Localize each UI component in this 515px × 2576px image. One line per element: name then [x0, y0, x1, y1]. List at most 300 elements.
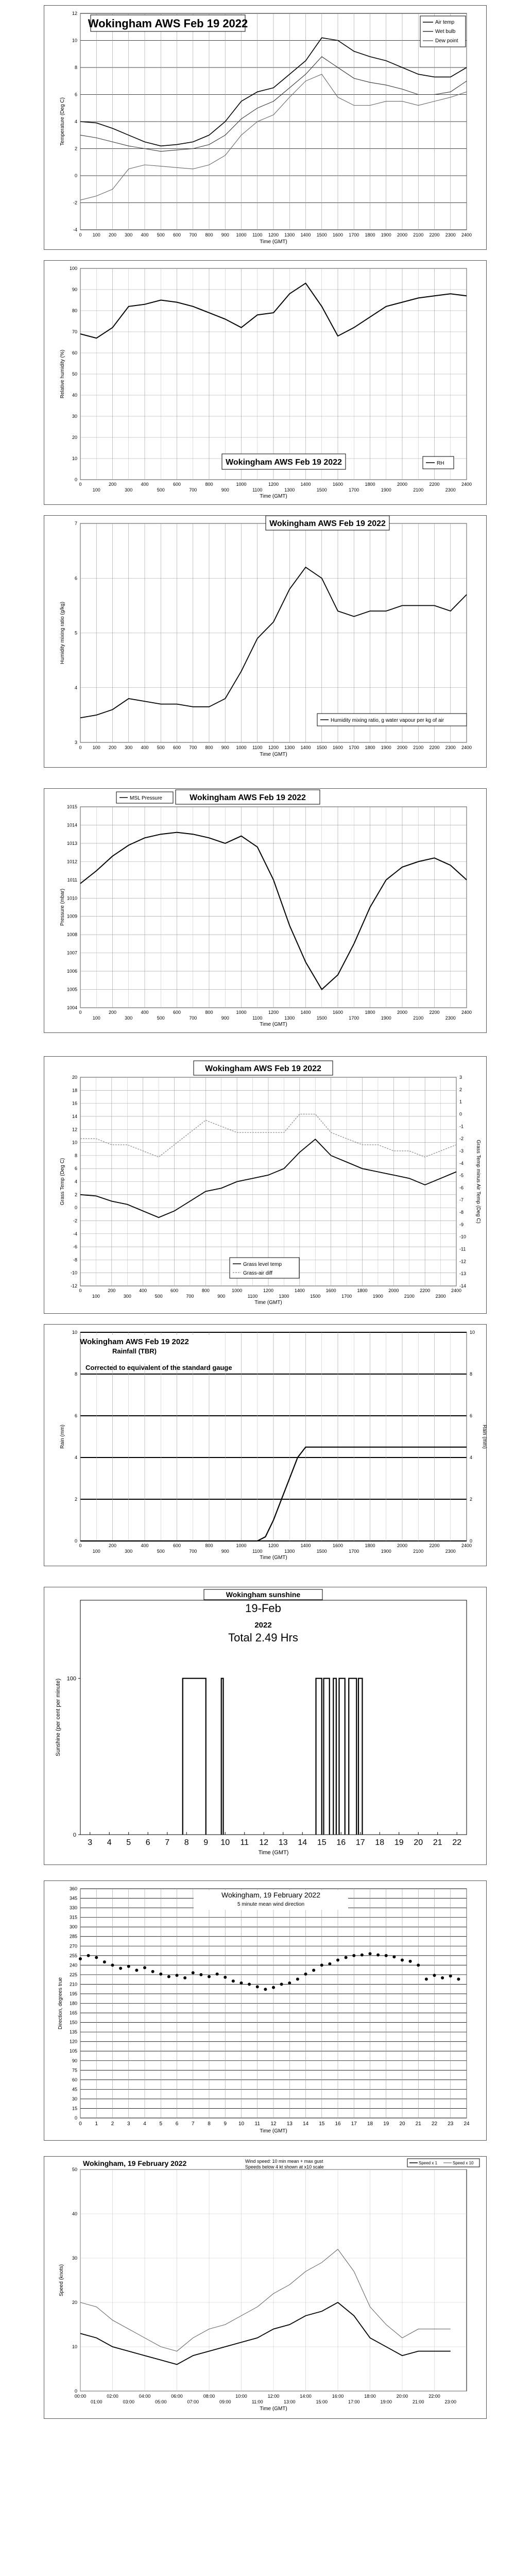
y-tick-label: 10 — [72, 1140, 77, 1145]
x-tick-label: 1500 — [316, 1549, 327, 1554]
chart-note: Speeds below 4 kt shown at x10 scale — [245, 2164, 324, 2170]
y-tick-label: 4 — [74, 685, 77, 690]
x-tick-label: 500 — [154, 1294, 163, 1299]
y2-tick-label: -10 — [459, 1234, 467, 1240]
x-tick-label: 2200 — [429, 232, 440, 238]
y2-tick-label: 8 — [470, 1371, 473, 1377]
y2-tick-label: -12 — [459, 1259, 467, 1264]
x-tick-label: 17 — [355, 1838, 365, 1847]
y-tick-label: 6 — [74, 1413, 77, 1418]
x-tick-label: 1300 — [279, 1294, 289, 1299]
x-tick-label: 1900 — [381, 487, 391, 493]
mixing-ratio-svg — [44, 516, 487, 768]
legend-label: Speed x 10 — [453, 2161, 474, 2165]
x-tick-label: 14 — [298, 1838, 307, 1847]
x-tick-label: 300 — [123, 1294, 131, 1299]
x-tick-label: 20 — [414, 1838, 423, 1847]
chart-title: Wokingham AWS Feb 19 2022 — [226, 457, 342, 467]
x-tick-label: 1900 — [381, 232, 391, 238]
x-tick-label: 200 — [108, 745, 117, 750]
y-tick-label: 1012 — [66, 859, 77, 865]
x-tick-label: 1200 — [268, 232, 279, 238]
x-tick-label: 09:00 — [219, 2399, 231, 2404]
x-tick-label: 12:00 — [267, 2394, 280, 2399]
x-tick-label: 1000 — [232, 1288, 243, 1293]
direction-point — [143, 1966, 146, 1969]
x-tick-label: 1200 — [263, 1288, 274, 1293]
x-tick-label: 400 — [139, 1288, 147, 1293]
x-tick-label: 15:00 — [316, 2399, 328, 2404]
y-tick-label: 135 — [69, 2029, 77, 2035]
x-tick-label: 1500 — [310, 1294, 321, 1299]
chart-title: Wokingham AWS Feb 19 2022 — [269, 519, 386, 528]
x-tick-label: 700 — [189, 1549, 197, 1554]
x-tick-label: 21 — [433, 1838, 442, 1847]
x-tick-label: 00:00 — [74, 2394, 87, 2399]
y-tick-label: 195 — [69, 1991, 77, 1996]
x-tick-label: 1700 — [349, 1549, 359, 1554]
direction-point — [304, 1973, 307, 1976]
x-tick-label: 1000 — [236, 745, 247, 750]
x-tick-label: 1000 — [236, 1010, 247, 1015]
chart-total: Total 2.49 Hrs — [228, 1631, 298, 1644]
y-tick-label: 1011 — [67, 877, 77, 883]
direction-point — [441, 1976, 444, 1979]
x-tick-label: 1800 — [365, 1543, 375, 1548]
x-tick-label: 600 — [173, 232, 181, 238]
x-tick-label: 10:00 — [235, 2394, 247, 2399]
y-tick-label: 1004 — [66, 1005, 77, 1010]
x-tick-label: 1500 — [316, 745, 327, 750]
direction-point — [199, 1973, 202, 1976]
x-tick-label: 16 — [336, 1838, 346, 1847]
y-tick-label: 6 — [74, 92, 77, 97]
x-tick-label: 13 — [286, 2121, 293, 2127]
y2-tick-label: -9 — [459, 1222, 464, 1227]
x-tick-label: 2000 — [397, 1010, 408, 1015]
y-tick-label: 10 — [72, 38, 77, 43]
x-tick-label: 21:00 — [412, 2399, 424, 2404]
y-tick-label: 105 — [69, 2048, 77, 2054]
x-tick-label: 2100 — [413, 745, 424, 750]
direction-point — [280, 1982, 283, 1986]
y-axis-label: Direction, degrees true — [58, 1977, 63, 2030]
x-tick-label: 13 — [278, 1838, 288, 1847]
chart-date: 19-Feb — [245, 1602, 281, 1615]
x-tick-label: 07:00 — [187, 2399, 199, 2404]
x-tick-label: 2400 — [461, 745, 472, 750]
x-tick-label: 22:00 — [428, 2394, 440, 2399]
x-tick-label: 08:00 — [203, 2394, 215, 2399]
x-axis-label: Time (GMT) — [260, 752, 287, 757]
x-tick-label: 2300 — [445, 487, 456, 493]
chart-wind-direction — [44, 1880, 487, 2141]
x-tick-label: 20 — [399, 2121, 405, 2127]
x-tick-label: 21 — [415, 2121, 421, 2127]
x-tick-label: 2100 — [413, 487, 424, 493]
y-tick-label: 345 — [69, 1895, 77, 1901]
y-tick-label: 20 — [72, 1075, 77, 1080]
x-tick-label: 1100 — [252, 1015, 263, 1021]
x-tick-label: 1900 — [381, 1015, 391, 1021]
direction-point — [376, 1954, 380, 1957]
x-tick-label: 1700 — [349, 232, 359, 238]
x-tick-label: 3 — [127, 2121, 130, 2127]
x-tick-label: 400 — [141, 482, 149, 487]
x-tick-label: 0 — [79, 2121, 82, 2127]
x-tick-label: 06:00 — [171, 2394, 183, 2399]
x-tick-label: 200 — [108, 232, 117, 238]
x-tick-label: 2200 — [420, 1288, 431, 1293]
x-tick-label: 2300 — [435, 1294, 446, 1299]
x-tick-label: 2200 — [429, 1010, 440, 1015]
x-axis-label: Time (GMT) — [260, 1022, 287, 1027]
y-tick-label: 0 — [74, 1205, 77, 1211]
y-tick-label: -12 — [70, 1283, 77, 1289]
x-tick-label: 4 — [107, 1838, 112, 1847]
x-tick-label: 2000 — [397, 745, 408, 750]
y-tick-label: 300 — [69, 1924, 77, 1930]
direction-point — [392, 1955, 396, 1958]
y-tick-label: 1014 — [66, 822, 77, 828]
y-tick-label: 2 — [74, 1192, 77, 1197]
y-tick-label: 1013 — [66, 840, 77, 846]
x-tick-label: 1300 — [284, 745, 295, 750]
x-tick-label: 100 — [92, 1015, 100, 1021]
y2-tick-label: 3 — [459, 1075, 462, 1080]
x-tick-label: 2200 — [429, 1543, 440, 1548]
direction-point — [79, 1957, 82, 1960]
x-tick-label: 6 — [175, 2121, 179, 2127]
x-tick-label: 05:00 — [154, 2399, 167, 2404]
y-tick-label: -8 — [73, 1257, 77, 1263]
x-tick-label: 02:00 — [107, 2394, 118, 2399]
x-tick-label: 2000 — [388, 1288, 399, 1293]
x-tick-label: 100 — [92, 1294, 100, 1299]
y2-tick-label: -6 — [459, 1185, 464, 1191]
x-tick-label: 2200 — [429, 745, 440, 750]
legend-label: Dew point — [435, 38, 458, 44]
y-tick-label: 12 — [72, 11, 77, 16]
y-axis-label: Pressure (mbar) — [60, 888, 65, 926]
x-tick-label: 2300 — [445, 1549, 456, 1554]
x-tick-label: 0 — [79, 1010, 82, 1015]
x-tick-label: 200 — [108, 1010, 117, 1015]
y2-tick-label: 1 — [459, 1099, 462, 1105]
chart-subtitle: Rainfall (TBR) — [112, 1347, 157, 1355]
x-tick-label: 1400 — [300, 482, 311, 487]
x-tick-label: 9 — [224, 2121, 227, 2127]
x-tick-label: 1300 — [284, 1549, 295, 1554]
chart-title: Wokingham sunshine — [226, 1590, 301, 1599]
x-tick-label: 01:00 — [90, 2399, 102, 2404]
x-axis-label: Time (GMT) — [260, 2128, 287, 2134]
y2-tick-label: 2 — [459, 1087, 462, 1092]
direction-point — [248, 1982, 251, 1986]
x-tick-label: 1700 — [341, 1294, 352, 1299]
y-tick-label: 80 — [72, 308, 77, 313]
x-tick-label: 1600 — [332, 232, 344, 238]
x-tick-label: 400 — [141, 745, 149, 750]
direction-point — [232, 1979, 235, 1982]
x-tick-label: 16:00 — [332, 2394, 344, 2399]
x-tick-label: 900 — [221, 487, 229, 493]
x-tick-label: 700 — [189, 232, 197, 238]
chart-rainfall — [44, 1324, 487, 1566]
y-axis-label: Speed (knots) — [59, 2264, 64, 2297]
y-tick-label: 50 — [72, 2167, 77, 2172]
x-tick-label: 23:00 — [444, 2399, 457, 2404]
x-tick-label: 1900 — [381, 1549, 391, 1554]
x-tick-label: 1100 — [252, 745, 263, 750]
x-tick-label: 11 — [240, 1838, 249, 1847]
x-tick-label: 2100 — [413, 1549, 424, 1554]
x-tick-label: 1200 — [268, 1543, 279, 1548]
x-tick-label: 1400 — [300, 1543, 311, 1548]
x-tick-label: 1400 — [300, 232, 311, 238]
legend-label: RH — [437, 461, 444, 466]
y2-tick-label: -14 — [459, 1283, 467, 1289]
y-tick-label: 0 — [73, 1832, 76, 1838]
y-tick-label: 240 — [69, 1962, 77, 1968]
x-tick-label: 900 — [221, 1015, 229, 1021]
x-tick-label: 2200 — [429, 482, 440, 487]
chart-title: Wokingham AWS Feb 19 2022 — [205, 1064, 321, 1073]
x-tick-label: 100 — [92, 232, 100, 238]
x-tick-label: 1800 — [365, 1010, 375, 1015]
y2-tick-label: -11 — [459, 1246, 466, 1252]
y-axis-label: Grass Temp (Deg C) — [60, 1158, 65, 1206]
y-tick-label: 7 — [74, 521, 77, 526]
x-tick-label: 8 — [184, 1838, 189, 1847]
x-tick-label: 1300 — [284, 487, 295, 493]
x-tick-label: 7 — [165, 1838, 170, 1847]
x-axis-label: Time (GMT) — [254, 1300, 282, 1306]
x-tick-label: 2100 — [413, 232, 424, 238]
y-tick-label: 1005 — [66, 987, 77, 992]
direction-point — [320, 1963, 323, 1967]
x-tick-label: 2100 — [413, 1015, 424, 1021]
x-tick-label: 1100 — [252, 1549, 263, 1554]
y-tick-label: -2 — [73, 1218, 77, 1224]
x-tick-label: 2000 — [397, 1543, 408, 1548]
wind-direction-svg — [44, 1881, 487, 2141]
direction-point — [385, 1954, 388, 1957]
x-tick-label: 24 — [464, 2121, 470, 2127]
direction-point — [409, 1960, 412, 1963]
direction-point — [417, 1963, 420, 1967]
x-tick-label: 1900 — [381, 745, 391, 750]
direction-point — [192, 1971, 195, 1974]
x-tick-label: 10 — [220, 1838, 230, 1847]
x-tick-label: 700 — [189, 487, 197, 493]
legend-label: Speed x 1 — [419, 2161, 438, 2165]
chart-annotation: Corrected to equivalent of the standard gauge — [85, 1364, 232, 1371]
direction-point — [345, 1956, 348, 1959]
x-tick-label: 1800 — [365, 232, 375, 238]
x-tick-label: 1000 — [236, 1543, 247, 1548]
chart-year: 2022 — [254, 1621, 272, 1630]
x-tick-label: 1700 — [349, 745, 359, 750]
x-tick-label: 600 — [173, 482, 181, 487]
x-tick-label: 18 — [375, 1838, 385, 1847]
x-tick-label: 5 — [126, 1838, 131, 1847]
direction-point — [224, 1976, 227, 1979]
y2-axis-label: Rain (mm) — [482, 1425, 487, 1449]
chart-temperature — [44, 5, 487, 250]
y-axis-label: Relative humidity (%) — [60, 349, 65, 399]
y-tick-label: 15 — [72, 2106, 77, 2111]
legend-label: Humidity mixing ratio, g water vapour per kg of air — [331, 718, 444, 723]
y-tick-label: 4 — [74, 119, 77, 124]
y-axis-label: Sunshine (per cent per minute) — [55, 1678, 61, 1757]
y-tick-label: -4 — [73, 1231, 77, 1236]
y-tick-label: 30 — [72, 2096, 77, 2102]
direction-point — [208, 1975, 211, 1978]
rainfall-svg — [44, 1325, 487, 1567]
x-tick-label: 16 — [335, 2121, 341, 2127]
y-tick-label: 1015 — [66, 804, 77, 809]
x-tick-label: 1 — [95, 2121, 98, 2127]
direction-point — [312, 1969, 315, 1972]
pressure-svg — [44, 789, 487, 1033]
x-tick-label: 100 — [92, 745, 100, 750]
y-tick-label: 4 — [74, 1455, 77, 1460]
x-tick-label: 1700 — [349, 1015, 359, 1021]
y-tick-label: 120 — [69, 2039, 77, 2044]
x-tick-label: 5 — [159, 2121, 163, 2127]
y-tick-label: 14 — [72, 1113, 77, 1119]
x-tick-label: 11 — [254, 2121, 260, 2127]
y-tick-label: -4 — [73, 227, 77, 232]
x-axis-label: Time (GMT) — [260, 494, 287, 499]
x-tick-label: 1900 — [372, 1294, 383, 1299]
x-tick-label: 1400 — [294, 1288, 305, 1293]
x-tick-label: 14 — [302, 2121, 309, 2127]
y-tick-label: 12 — [72, 1127, 77, 1132]
direction-point — [328, 1962, 331, 1965]
y-tick-label: 285 — [69, 1934, 77, 1939]
y-tick-label: 1006 — [66, 969, 77, 974]
y-tick-label: 1010 — [66, 895, 77, 901]
direction-point — [336, 1958, 339, 1961]
chart-subtitle: 5 minute mean wind direction — [237, 1902, 305, 1907]
x-tick-label: 600 — [173, 1010, 181, 1015]
x-tick-label: 6 — [145, 1838, 150, 1847]
y-tick-label: 2 — [74, 1497, 77, 1502]
y2-tick-label: 4 — [470, 1455, 473, 1460]
y-tick-label: 75 — [72, 2067, 77, 2073]
direction-point — [449, 1974, 452, 1977]
grass-svg — [44, 1057, 487, 1314]
y-tick-label: 0 — [74, 173, 77, 178]
y-tick-label: 60 — [72, 350, 77, 355]
y-tick-label: 6 — [74, 1166, 77, 1172]
y-tick-label: 90 — [72, 2058, 77, 2063]
y-tick-label: 180 — [69, 2001, 77, 2006]
x-tick-label: 1600 — [332, 745, 344, 750]
x-tick-label: 2100 — [404, 1294, 415, 1299]
direction-point — [183, 1976, 186, 1979]
direction-point — [159, 1973, 162, 1976]
direction-point — [401, 1958, 404, 1961]
y-tick-label: 30 — [72, 2256, 77, 2261]
y-tick-label: 0 — [74, 477, 77, 482]
x-tick-label: 3 — [88, 1838, 93, 1847]
y2-tick-label: -4 — [459, 1160, 464, 1166]
y2-tick-label: -8 — [459, 1210, 464, 1215]
x-tick-label: 1500 — [316, 232, 327, 238]
x-tick-label: 700 — [186, 1294, 194, 1299]
x-axis-label: Time (GMT) — [260, 1555, 287, 1561]
x-tick-label: 900 — [221, 232, 229, 238]
x-tick-label: 2300 — [445, 745, 456, 750]
x-tick-label: 1400 — [300, 745, 311, 750]
x-tick-label: 17:00 — [348, 2399, 360, 2404]
x-tick-label: 4 — [143, 2121, 146, 2127]
chart-title: Wokingham AWS Feb 19 2022 — [80, 1337, 189, 1346]
y-tick-label: 20 — [72, 2300, 77, 2305]
chart-mixing-ratio — [44, 515, 487, 768]
sunshine-svg — [44, 1587, 487, 1866]
y-tick-label: 50 — [72, 371, 77, 377]
y-tick-label: 165 — [69, 2010, 77, 2016]
x-tick-label: 800 — [205, 482, 213, 487]
x-tick-label: 15 — [319, 2121, 325, 2127]
x-tick-label: 800 — [205, 745, 213, 750]
y-tick-label: 6 — [74, 575, 77, 581]
x-tick-label: 0 — [79, 1543, 82, 1548]
direction-point — [167, 1975, 170, 1978]
x-tick-label: 0 — [79, 1288, 82, 1293]
x-tick-label: 18 — [367, 2121, 373, 2127]
x-tick-label: 2400 — [451, 1288, 462, 1293]
chart-title: Wokingham AWS Feb 19 2022 — [190, 793, 306, 802]
direction-point — [176, 1974, 179, 1977]
x-tick-label: 22 — [452, 1838, 462, 1847]
chart-title: Wokingham AWS Feb 19 2022 — [88, 16, 248, 30]
x-tick-label: 300 — [125, 1549, 133, 1554]
x-tick-label: 500 — [157, 232, 165, 238]
x-tick-label: 1800 — [357, 1288, 368, 1293]
direction-point — [240, 1981, 243, 1985]
x-tick-label: 2 — [111, 2121, 114, 2127]
legend-label: MSL Pressure — [130, 795, 162, 801]
x-axis-label: Time (GMT) — [260, 239, 287, 245]
direction-point — [433, 1974, 436, 1977]
y-axis-label: Humidity mixing ratio (g/kg) — [60, 601, 65, 665]
chart-wind-speed — [44, 2156, 487, 2419]
legend-label: Grass level temp — [243, 1262, 282, 1267]
x-tick-label: 03:00 — [123, 2399, 135, 2404]
x-tick-label: 1200 — [268, 1010, 279, 1015]
y-axis-label: Temperature (Deg C) — [60, 97, 65, 146]
x-tick-label: 600 — [173, 745, 181, 750]
legend-label: Air temp — [435, 20, 455, 25]
x-tick-label: 700 — [189, 745, 197, 750]
direction-point — [119, 1967, 122, 1970]
x-tick-label: 20:00 — [396, 2394, 408, 2399]
y-tick-label: -10 — [70, 1270, 77, 1276]
x-tick-label: 1600 — [325, 1288, 336, 1293]
direction-point — [256, 1985, 259, 1988]
x-tick-label: 700 — [189, 1015, 197, 1021]
y-tick-label: 1009 — [66, 913, 77, 919]
direction-point — [360, 1954, 364, 1957]
x-tick-label: 04:00 — [139, 2394, 151, 2399]
x-tick-label: 1600 — [332, 482, 344, 487]
y2-tick-label: -3 — [459, 1148, 464, 1154]
